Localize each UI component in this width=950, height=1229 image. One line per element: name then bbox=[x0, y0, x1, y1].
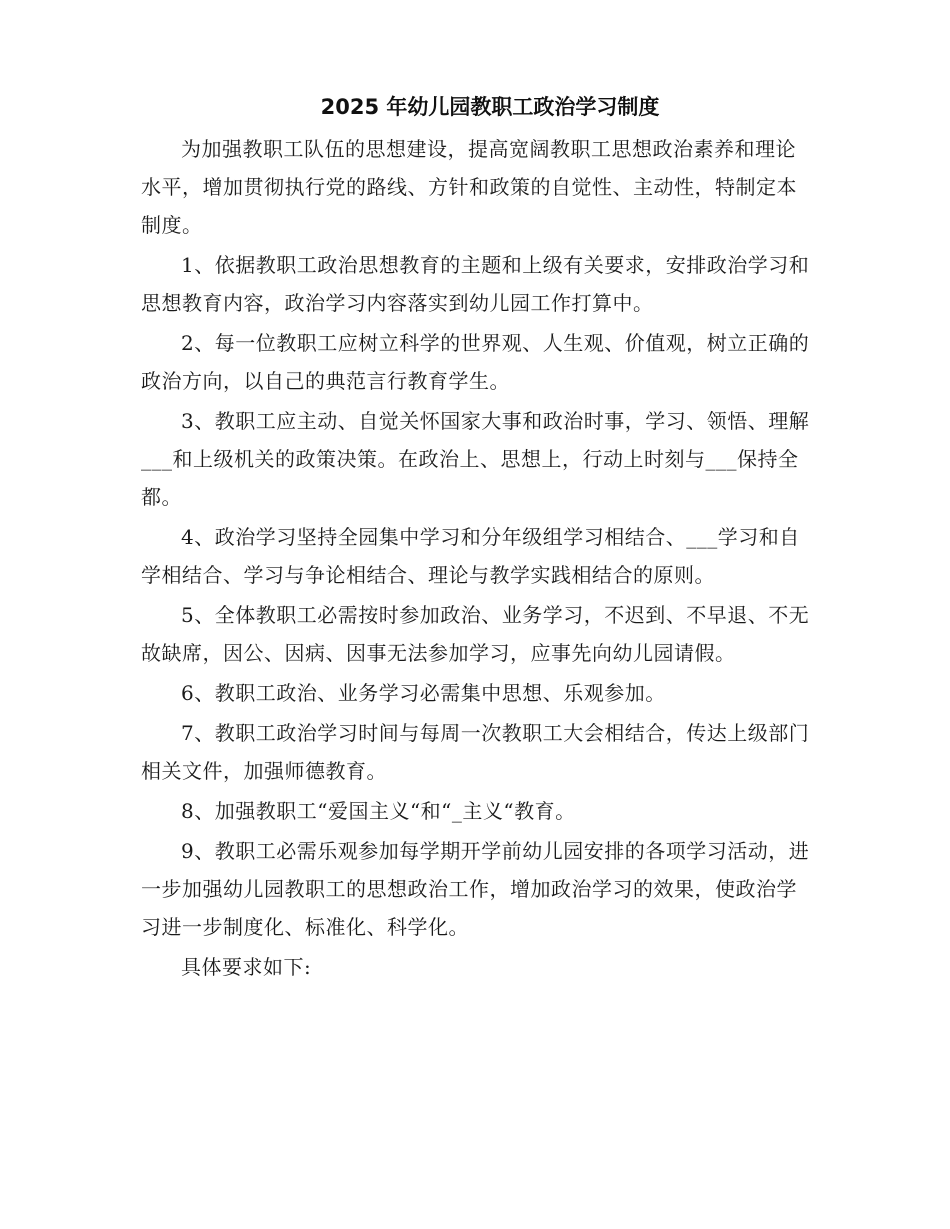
paragraph-item-1: 1、依据教职工政治思想教育的主题和上级有关要求，安排政治学习和思想教育内容，政治学习内容落实到幼儿园工作打算中。 bbox=[141, 253, 810, 315]
paragraph-item-6: 6、教职工政治、业务学习必需集中思想、乐观参加。 bbox=[181, 681, 666, 705]
paragraph-intro: 为加强教职工队伍的思想建设，提高宽阔教职工思想政治素养和理论水平，增加贯彻执行党的路线、方针和政策的自觉性、主动性，特制定本制度。 bbox=[141, 137, 797, 237]
paragraph-requirements-lead: 具体要求如下: bbox=[181, 955, 312, 979]
paragraph-item-4: 4、政治学习坚持全园集中学习和分年级组学习相结合、___学习和自学相结合、学习与争论相结合、理论与教学实践相结合的原则。 bbox=[141, 525, 800, 587]
paragraph-item-5: 5、全体教职工必需按时参加政治、业务学习，不迟到、不早退、不无故缺席，因公、因病、因事无法参加学习，应事先向幼儿园请假。 bbox=[141, 603, 810, 665]
paragraph-item-2: 2、每一位教职工应树立科学的世界观、人生观、价值观，树立正确的政治方向，以自己的典范言行教育学生。 bbox=[141, 331, 810, 393]
document-title: 2025 年幼儿园教职工政治学习制度 bbox=[320, 95, 660, 119]
paragraph-item-7: 7、教职工政治学习时间与每周一次教职工大会相结合，传达上级部门相关文件，加强师德教育。 bbox=[141, 721, 810, 783]
document-body bbox=[141, 130, 813, 988]
paragraph-item-9: 9、教职工必需乐观参加每学期开学前幼儿园安排的各项学习活动，进一步加强幼儿园教职工的思想政治工作，增加政治学习的效果，使政治学习进一步制度化、标准化、科学化。 bbox=[141, 839, 810, 939]
paragraph-item-8: 8、加强教职工“爱国主义“和“_主义“教育。 bbox=[181, 799, 576, 823]
paragraph-item-3: 3、教职工应主动、自觉关怀国家大事和政治时事，学习、领悟、理解___和上级机关的政策决策。在政治上、思想上，行动上时刻与___保持全都。 bbox=[141, 409, 810, 509]
